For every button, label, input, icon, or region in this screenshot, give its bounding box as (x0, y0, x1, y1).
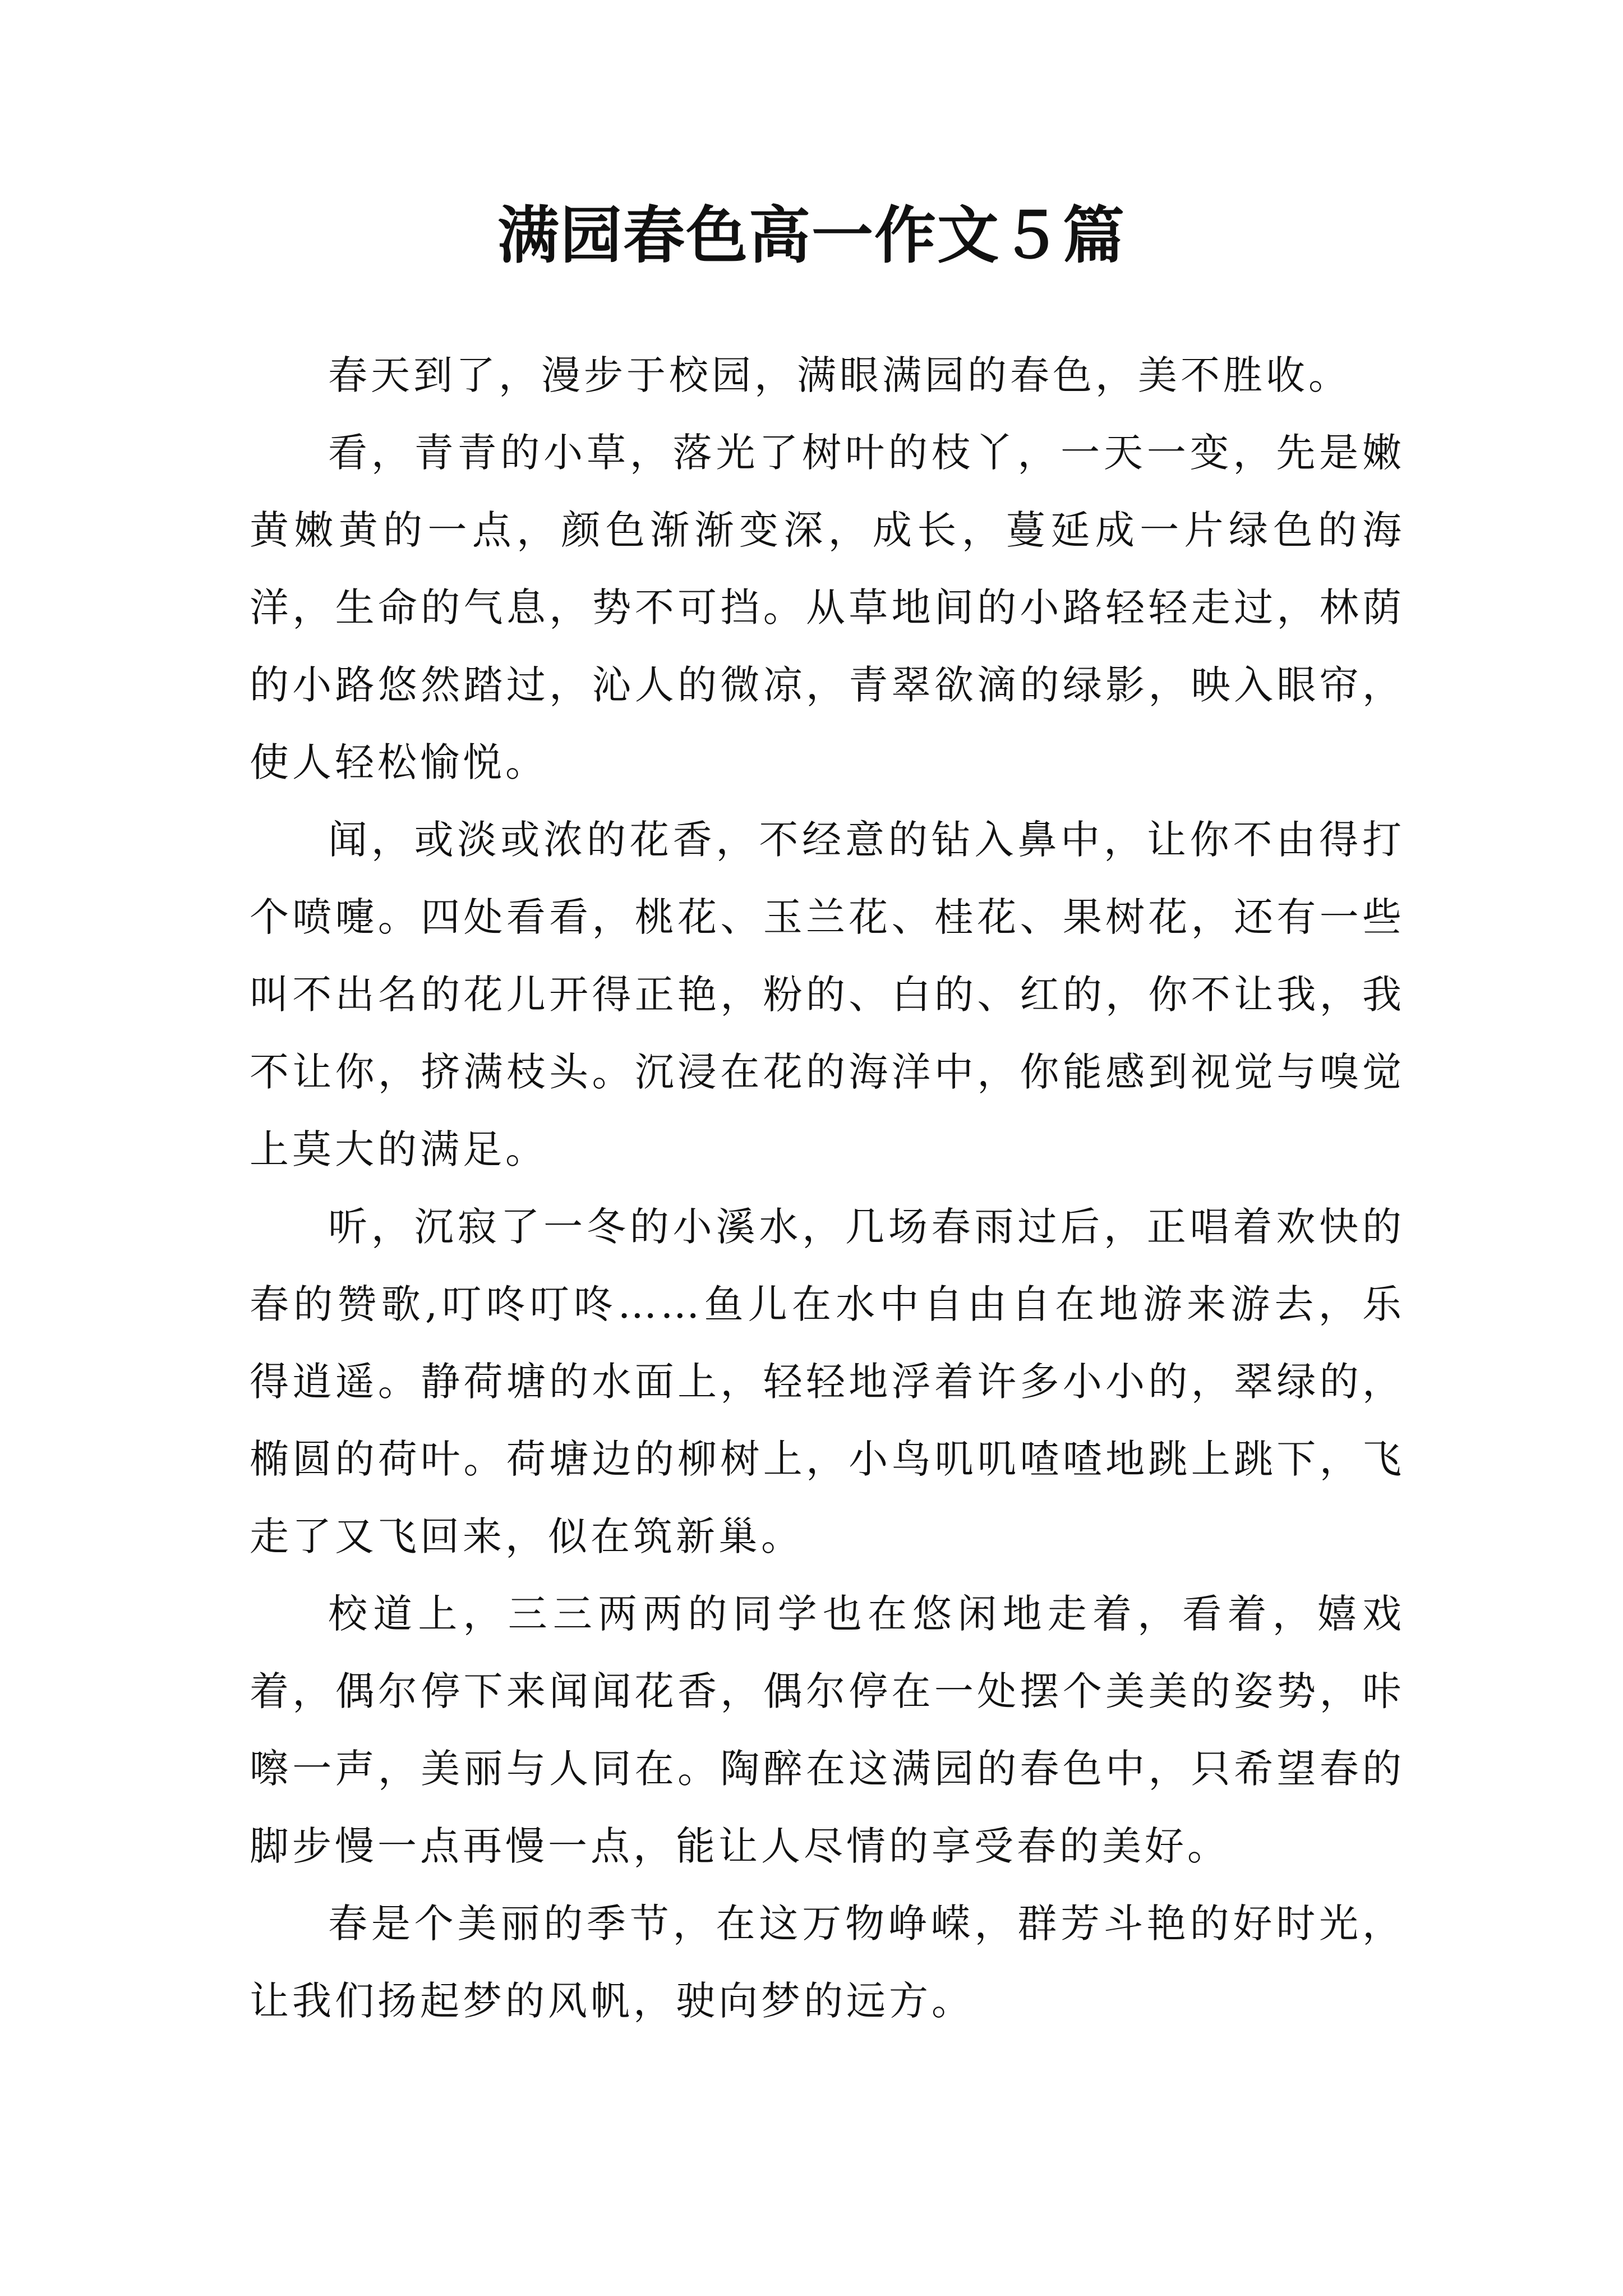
paragraph: 闻，或淡或浓的花香，不经意的钻入鼻中，让你不由得打个喷嚏。四处看看，桃花、玉兰花、桂花、果树花，还有一些叫不出名的花儿开得正艳，粉的、白的、红的，你不让我，我不让你，挤满枝头。沉浸在花的海洋中，你能感到视觉与嗅觉上莫大的满足。 (250, 817, 1405, 1172)
paragraph: 校道上，三三两两的同学也在悠闲地走着，看着，嬉戏着，偶尔停下来闻闻花香，偶尔停在一处摆个美美的姿势，咔嚓一声，美丽与人同在。陶醉在这满园的春色中，只希望春的脚步慢一点再慢一点，能让人尽情的享受春的美好。 (250, 1591, 1405, 1869)
paragraph: 春是个美丽的季节，在这万物峥嵘，群芳斗艳的好时光，让我们扬起梦的风帆，驶向梦的远方。 (250, 1901, 1405, 2024)
document-title: 满园春色高一作文５篇 (497, 199, 1126, 272)
paragraph: 春天到了，漫步于校园，满眼满园的春色，美不胜收。 (328, 352, 1351, 398)
paragraph: 听，沉寂了一冬的小溪水，几场春雨过后，正唱着欢快的春的赞歌,叮咚叮咚……鱼儿在水中自由自在地游来游去，乐得逍遥。静荷塘的水面上，轻轻地浮着许多小小的，翠绿的，椭圆的荷叶。荷塘边的柳树上，小鸟叽叽喳喳地跳上跳下，飞走了又飞回来，似在筑新巢。 (250, 1204, 1405, 1559)
paragraph: 看，青青的小草，落光了树叶的枝丫，一天一变，先是嫩黄嫩黄的一点，颜色渐渐变深，成长，蔓延成一片绿色的海洋，生命的气息，势不可挡。从草地间的小路轻轻走过，林荫的小路悠然踏过，沁人的微凉，青翠欲滴的绿影，映入眼帘，使人轻松愉悦。 (250, 430, 1405, 785)
document-body (250, 337, 1405, 2040)
